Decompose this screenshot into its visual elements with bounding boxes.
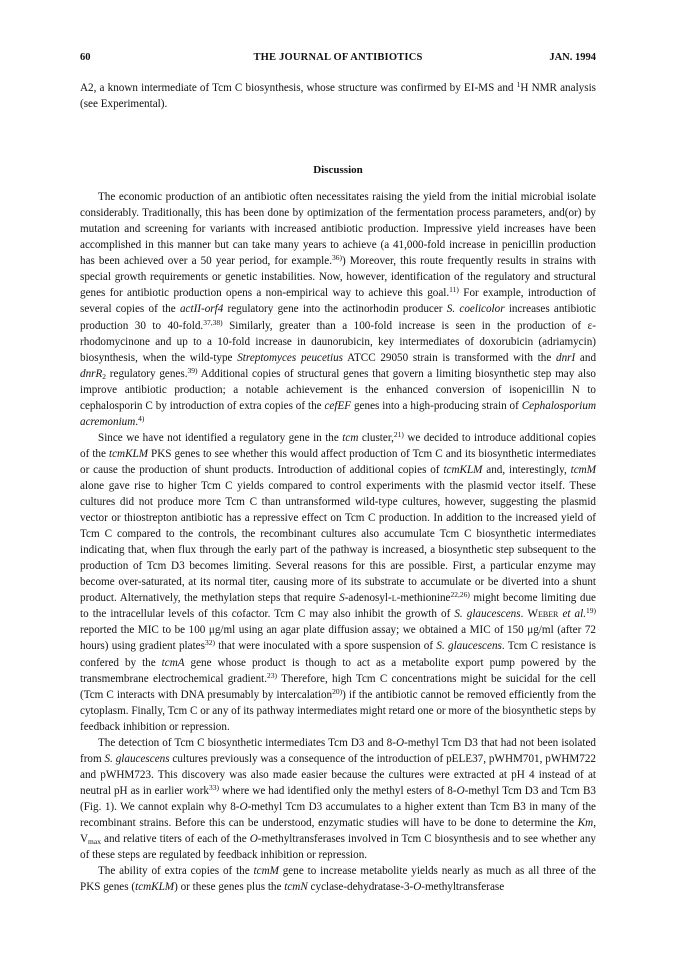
journal-title: THE JOURNAL OF ANTIBIOTICS [253, 52, 423, 63]
issue-date: JAN. 1994 [549, 52, 596, 63]
section-heading: Discussion [313, 164, 363, 177]
page-number: 60 [80, 52, 91, 63]
running-header [80, 52, 596, 68]
article-body [80, 80, 596, 895]
paragraph-discussion-3: The detection of Tcm C biosynthetic intermediates Tcm D3 and 8-O-methyl Tcm D3 that had not been isolated from S. glaucescens cultures previously was a consequence of the introduction of pELE37, pWHM701, pWHM722 and pWHM723. This discovery was also made easier because the cultures were extracted at pH 4 instead of at neutral pH as in earlier work$^{33)}$ where we had identified only the methyl esters of 8-O-methyl Tcm D3 and Tcm B3 (Fig. 1). We cannot explain why 8-O-methyl Tcm D3 accumulates to a higher extent than Tcm B3 in many of the recombinant strains. Before this can be understood, enzymatic studies will have to be done to determine the Km, $V_{max}$ and relative titers of each of the O-methyltransferases involved in Tcm C biosynthesis and to see whether any of these steps are regulated by feedback inhibition or repression. [80, 736, 597, 862]
paragraph-discussion-1: The economic production of an antibiotic often necessitates raising the yield from the initial microbial isolate considerably. Traditionally, this has been done by optimization of the fermentation process parameters, and(or) by mutation and screening for variants with increased antibiotic production. Impressive yield increases have been accomplished in this manner but can take many years to achieve (a 41,000-fold increase in penicillin production has been achieved over a 50 year period, for example.$^{36)}$) Moreover, this route frequently results in strains with special growth requirements or genetic instabilities. Now, however, identification of the regulatory and structural genes for antibiotic production opens a non-empirical way to achieve this goal.$^{11)}$ For example, introduction of several copies of the actII-orf4 regulatory gene into the actinorhodin producer S. coelicolor increases antibiotic production 30 to 40-fold.$^{37,38)}$ Similarly, greater than a 100-fold increase is seen in the production of ε-rhodomycinone and up to a 10-fold increase in daunorubicin, key intermediates of doxorubicin (adriamycin) biosynthesis, when the wild-type Streptomyces peucetius ATCC 29050 strain is transformed with the dnrI and dnrR$_2$ regulatory genes.$^{39)}$ Additional copies of structural genes that govern a limiting biosynthetic step may also improve antibiotic production; a notable achievement is the enhanced conversion of isopenicillin N to cephalosporin C by introduction of extra copies of the cefEF genes into a high-producing strain of Cephalosporium acremonium.$^{4)}$ [80, 191, 597, 428]
paragraph-discussion-4: The ability of extra copies of the tcmM gene to increase metabolite yields nearly as much as all three of the PKS genes (tcmKLM) or these genes plus the tcmN cyclase-dehydratase-3-O-methyltransferase [80, 865, 596, 894]
paragraph-results-end: A2, a known intermediate of Tcm C biosynthesis, whose structure was confirmed by EI-MS and $^1$H NMR analysis (see Experimental). [80, 80, 596, 111]
paragraph-discussion-2: Since we have not identified a regulatory gene in the tcm cluster,$^{21)}$ we decided to introduce additional copies of the tcmKLM PKS genes to see whether this would affect production of Tcm C and its biosynthetic intermediates or cause the production of shunt products. Introduction of additional copies of tcmKLM and, interestingly, tcmM alone gave rise to higher Tcm C yields compared to control experiments with the plasmid vector itself. These cultures did not produce more Tcm C than untransformed wild-type cultures, however, suggesting the plasmid vector or thiostrepton antibiotic has a repressive effect on Tcm C production. In addition to the increased yield of Tcm C compared to the controls, the recombinant cultures also accumulate Tcm C biosynthetic intermediates indicating that, when flux through the early part of the pathway is increased, a biosynthetic step subsequent to the production of Tcm D3 becomes limiting. Several reasons for this are possible. First, a particular enzyme may become over-saturated, at its normal titer, causing more of its substrate to accumulate or be diverted into a shunt product. Alternatively, the methylation steps that require S-adenosyl-l-methionine$^{22,26)}$ might become limiting due to the intracellular levels of this cofactor. Tcm C may also inhibit the growth of S. glaucescens. Weber et al.$^{19)}$ reported the MIC to be 100 μg/ml using an agar plate diffusion assay; we obtained a MIC of 150 μg/ml (after 72 hours) using gradient plates$^{32)}$ that were inoculated with a spore suspension of S. glaucescens. Tcm C resistance is confered by the tcmA gene whose product is though to act as a metabolite export pump powered by the transmembrane electrochemical gradient.$^{23)}$ Therefore, high Tcm C concentrations might be suicidal for the cell (Tcm C interacts with DNA presumably by intercalation$^{20)}$) if the antibiotic cannot be removed efficiently from the cytoplasm. Finally, Tcm C or any of its pathway intermediates might retard one or more of the biosynthetic steps by feedback inhibition or repression. [80, 429, 597, 733]
